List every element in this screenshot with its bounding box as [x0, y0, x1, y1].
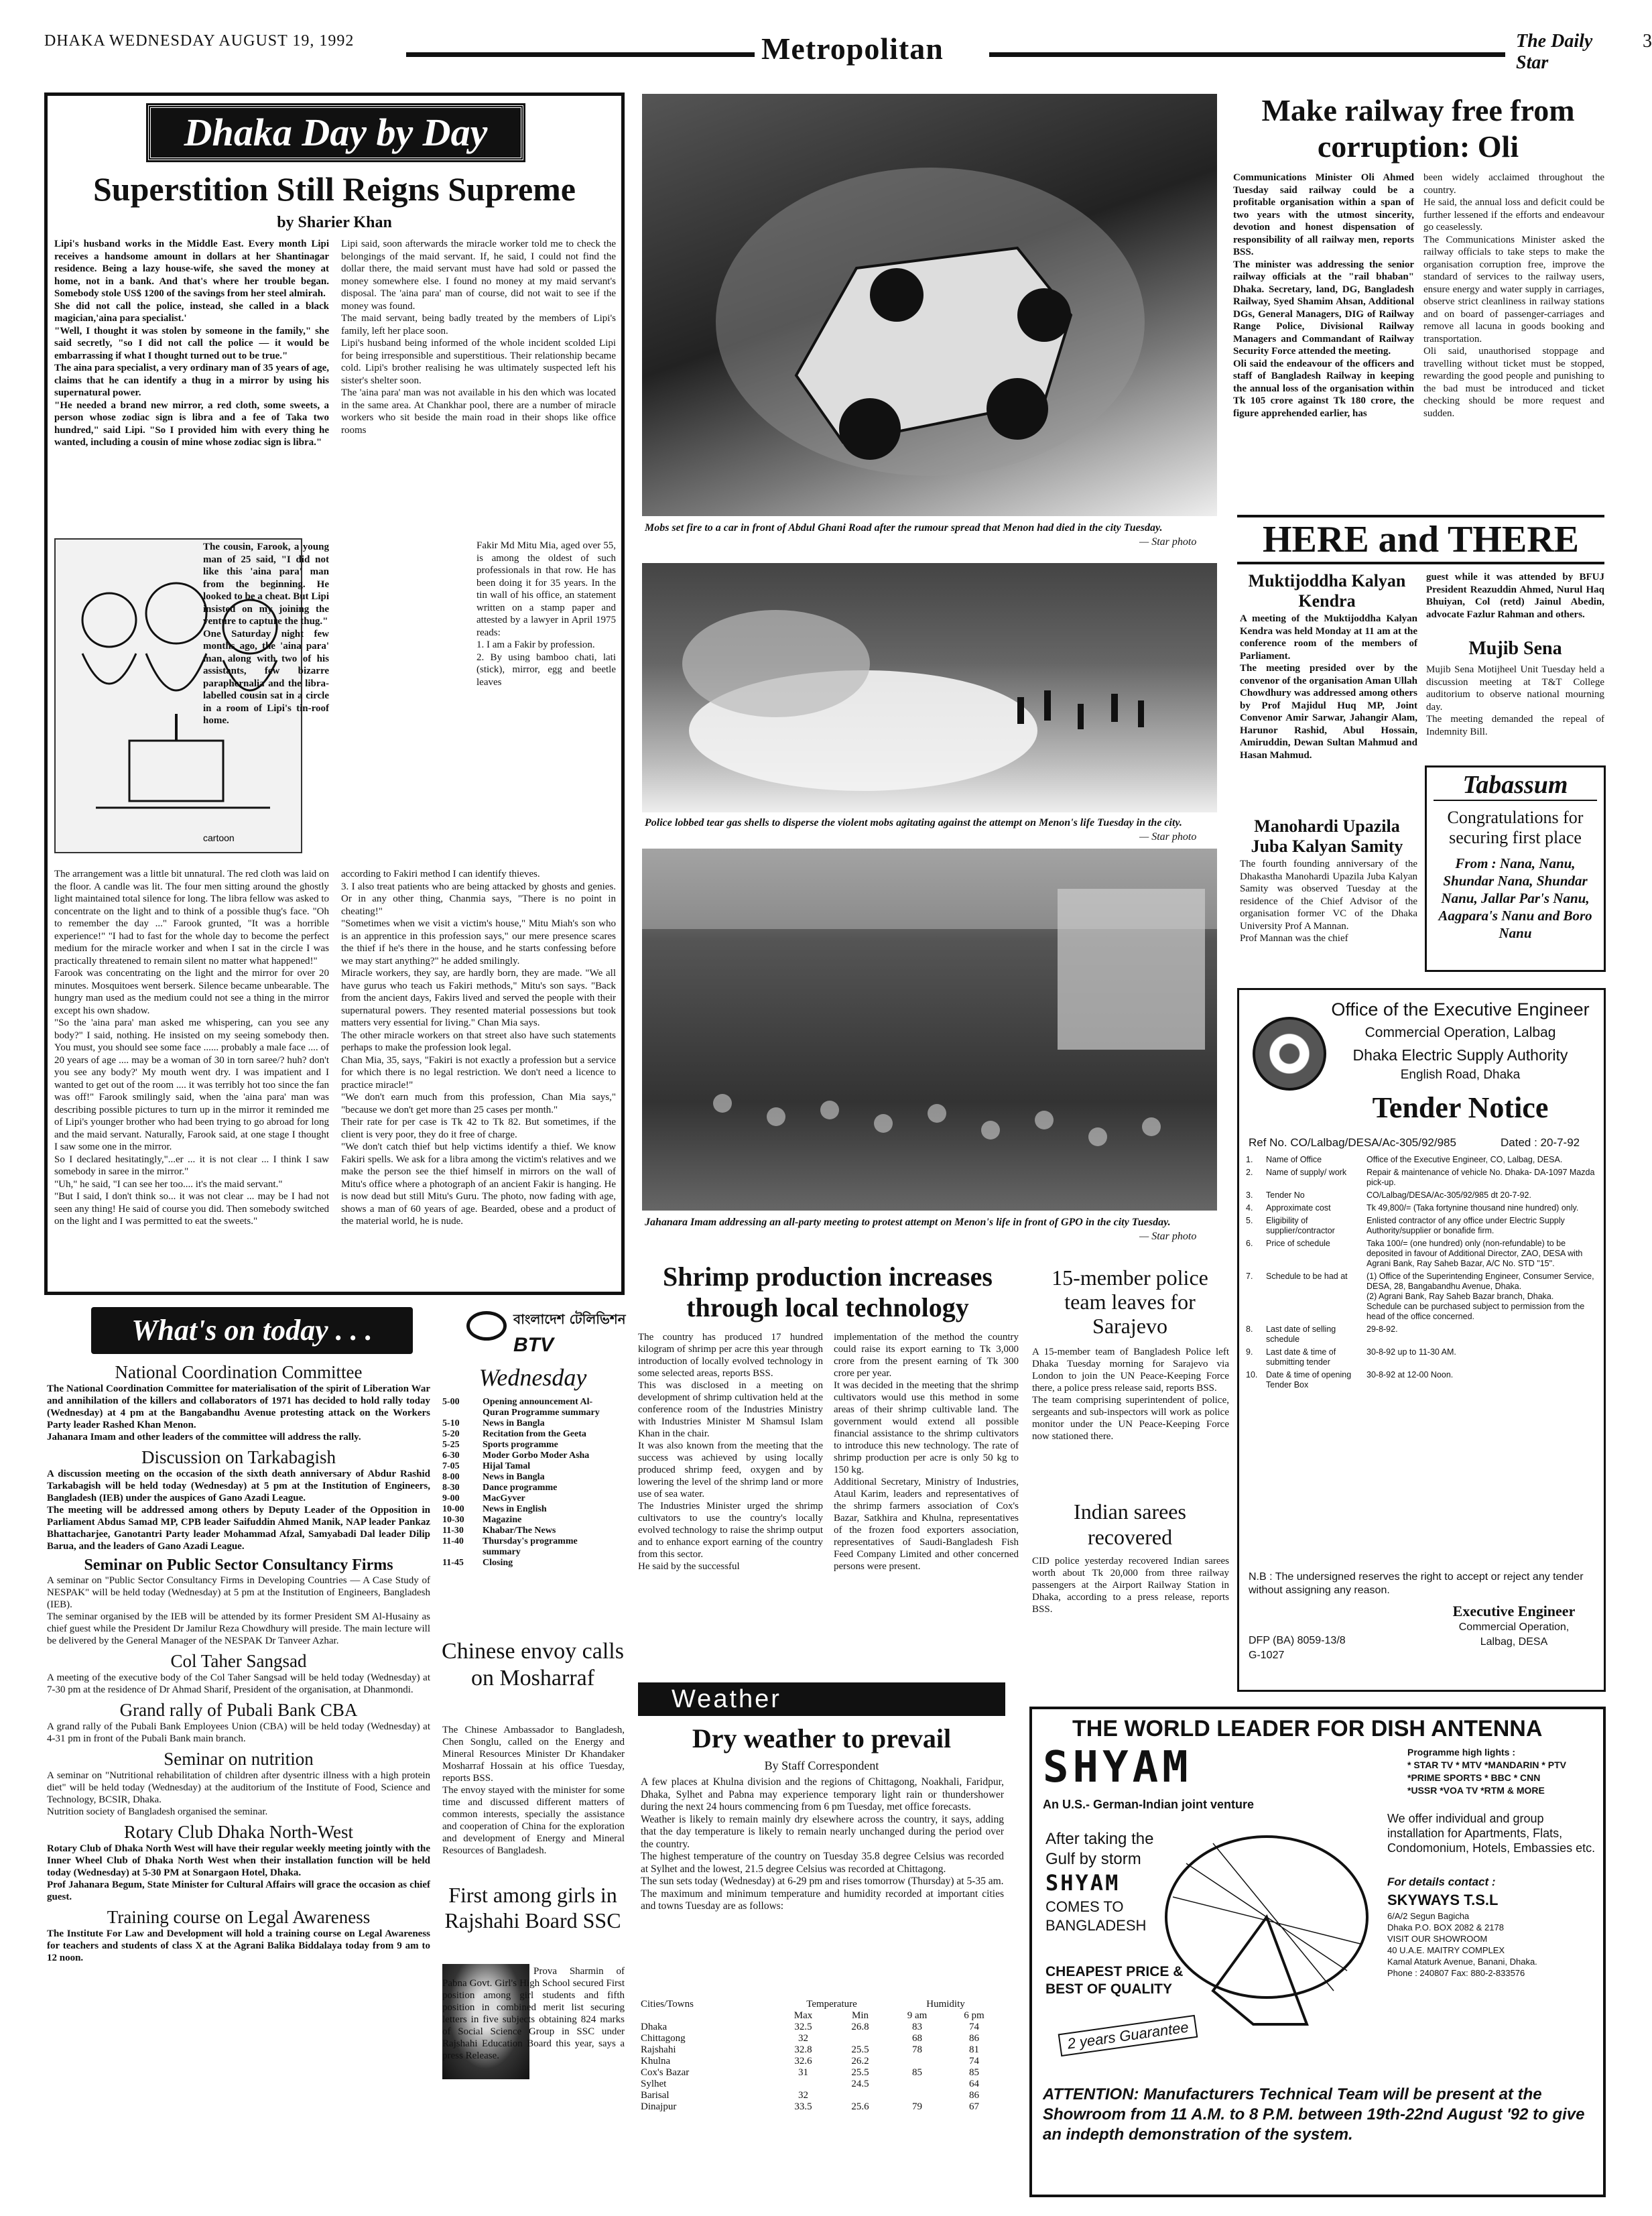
- tender-date: Dated : 20-7-92: [1501, 1136, 1580, 1149]
- ddbd-column-2b: Fakir Md Mitu Mia, aged over 55, is among the oldest of such professionals in that row. He has been doing it for 35 years. In the tin wall of his office, an statement written on a stamp paper and attested by a lawyer in April 1975 reads: 1. I am a Fakir by profession. 2. By using bamboo chati, lati (stick), mirror, egg and beetle leaves: [476, 540, 616, 688]
- today-item: Discussion on Tarkabagish A discussion meeting on the occasion of the sixth death anniversary of Abdur Rashid Tarkabagish will be held today (Wednesday) at 5 pm at the Institution of Engineers, Bangladesh (IEB) under the auspices of Gano Azadi League. The meeting will be addressed among others by Deputy Leader of the Opposition in Parliament Abdus Samad MP, CPB leader Saifuddin Ahmed Manik, NAP leader Pankaz Bhattacharjee, Ganotantri Party leader Mohammad Afzal, Samyabadi Dal leader Dilip Barua, and the leaders of Gano Azadi League.: [47, 1447, 430, 1552]
- section-title: Metropolitan: [761, 32, 944, 66]
- tender-sub-2: Dhaka Electric Supply Authority: [1352, 1046, 1568, 1064]
- girls-text: Prova Sharmin of Pabna Govt. Girl's High School secured First position among girl students and fifth position in combined merit list securing letters in five subjects obtaining 824 marks of Social Science Group in SSC under Rajshahi Education Board this year, says a press Release.: [442, 1966, 625, 2061]
- here-text-3: guest while it was attended by BFUJ President Reazuddin Ahmed, Nurul Haq Bhuiyan, Col (retd) Jainul Abedin, advocate Fazlur Rahman and others.: [1426, 572, 1604, 620]
- ddbd-byline: by Sharier Khan: [277, 214, 392, 231]
- photo-rally: [642, 849, 1217, 1211]
- here-heading-3: Mujib Sena: [1468, 638, 1562, 659]
- here-text-4: Mujib Sena Motijheel Unit Tuesday held a discussion meeting at T&T College auditorium to observe national mourning day. The meeting demanded the repeal of Indemnity Bill.: [1426, 664, 1604, 737]
- railway-headline: Make railway free from corruption: Oli: [1261, 93, 1575, 164]
- btv-bengali: বাংলাদেশ টেলিভিশন: [513, 1311, 626, 1327]
- weather-banner-text: Weather: [672, 1685, 781, 1713]
- dateline: DHAKA WEDNESDAY AUGUST 19, 1992: [44, 32, 355, 50]
- shrimp-column-2: implementation of the method the country could raise its export earning to Tk 3,000 crore from the present earning of Tk 300 crore per year. It was decided in the meeting that the shrimp cultivators would use this method in some areas of their shrimp cultivable land. The government would extend all possible financial assistance to the shrimp cultivators to introduce this new technology. The rate of shrimp production per acre is only 50 kg to 150 kg. Additional Secretary, Ministry of Industries, Ataul Karim, leaders and representatives of the shrimp farmers association of Cox's Bazar, Satkhira and Khulna, representatives of the frozen food exporters association, representatives of Saudi-Bangladesh Fish Feed Company Limited and other concerned persons were present.: [834, 1332, 1019, 1572]
- shyam-top: THE WORLD LEADER FOR DISH ANTENNA: [1072, 1716, 1543, 1741]
- photo3-caption: Jahanara Imam addressing an all-party meeting to protest attempt on Menon's life in front of GPO in the city Tuesday.: [645, 1217, 1171, 1228]
- shrimp-headline: Shrimp production increases through local technology: [663, 1261, 993, 1322]
- ddbd-column-2: Lipi said, soon afterwards the miracle worker told me to check the belongings of the maid servant. If, he said, I could not find the dollar there, the maid servant must have had sold or passed the money somewhere else. I found no money at my maid servant's disposal. The 'aina para' man of course, did not wait to see if the money was found. The maid servant, being badly treated by the members of Lipi's family, left her place soon. Lipi's husband being informed of the whole incident scolded Lipi for being irresponsible and superstitious. Their relationship became cold. Lipi's brother realising he was ultimately suspected left his sister's shelter soon. The 'aina para' man was not available in his den which was located in the same area. At Chankhar pool, there are a number of miracle workers who sit beside the main road in their shops like office rooms: [341, 239, 616, 436]
- today-item: Seminar on Public Sector Consultancy Firms A seminar on "Public Sector Consultancy Firms in Developing Countries — A Case Study of NESPAK" will be held today (Wednesday) at 5 pm at the Institution of Engineers, Bangladesh (IEB). The seminar organised by the IEB will be attended by its former President SM Al-Husainy as chief guest while the President Dr Jamilur Reza Chowdhury will preside. The main lecture will be delivered by the General Manager of the NESPAK Dr Tanveer Azhar.: [47, 1556, 430, 1646]
- svg-text:cartoon: cartoon: [203, 833, 235, 843]
- tender-table: [1246, 1155, 1601, 1393]
- tender-row: 3. Tender No CO/Lalbag/DESA/Ac-305/92/985 dt 20-7-92.: [1246, 1190, 1531, 1200]
- shyam-gulf-5: BANGLADESH: [1045, 1917, 1147, 1934]
- today-item: Col Taher Sangsad A meeting of the executive body of the Col Taher Sangsad will be held today (Wednesday) at 7-30 pm at the residence of Dr Ahmad Sharif, President of the organisation, at Dhanmondi.: [47, 1651, 430, 1695]
- rule-right: [989, 52, 1505, 57]
- weather-row: Sylhet 24.5 64: [641, 2079, 979, 2089]
- today-banner: [91, 1307, 413, 1354]
- weather-row: Dinajpur 33.5 25.6 79 67: [641, 2101, 979, 2112]
- tender-title: Tender Notice: [1372, 1091, 1549, 1124]
- photo1-caption: Mobs set fire to a car in front of Abdul Ghani Road after the rumour spread that Menon had died in the city Tuesday.: [645, 522, 1163, 534]
- weather-col-hum: Humidity: [926, 1999, 965, 2010]
- shyam-cheap-2: BEST OF QUALITY: [1045, 1981, 1172, 1997]
- weather-byline: By Staff Correspondent: [764, 1759, 879, 1772]
- ddbd-column-1b: The cousin, Farook, a young man of 25 said, "I did not like this 'aina para' man from the beginning. He looked to be a cheat. But Lipi insisted on my joining the venture to capture the thug." One Saturday night few months ago, the 'aina para' man along with two of his assistants, few bizarre paraphernalia and the libra-labelled cousin sat in a circle in a room of Lipi's tin-roof home.: [203, 542, 329, 726]
- shyam-addr: 6/A/2 Segun Bagicha Dhaka P.O. BOX 2082 & 2178 VISIT OUR SHOWROOM 40 U.A.E. MAITRY COMPLEX Kamal Ataturk Avenue, Banani, Dhaka. Phone : 240807 Fax: 880-2-833576: [1387, 1911, 1537, 1978]
- photo1-credit: — Star photo: [1139, 536, 1197, 548]
- shyam-guarantee: 2 years Guarantee: [1058, 2015, 1198, 2056]
- tender-sign-3: Lalbag, DESA: [1480, 1636, 1548, 1648]
- tender-sign-2: Commercial Operation,: [1458, 1621, 1570, 1633]
- tear-gas-image-icon: [642, 563, 1217, 812]
- weather-row: Dhaka 32.5 26.8 83 74: [641, 2022, 979, 2032]
- girls-headline: First among girls in Rajshahi Board SSC: [444, 1883, 621, 1932]
- btv-logo-text: BTV: [513, 1334, 554, 1356]
- paper-name: The Daily Star: [1516, 31, 1593, 73]
- weather-row: Cox's Bazar 31 25.5 85 85: [641, 2067, 979, 2078]
- tender-row: 4. Approximate cost Tk 49,800/= (Taka fortynine thousand nine hundred) only.: [1246, 1203, 1579, 1213]
- tender-row: 1. Name of Office Office of the Executive Engineer, CO, Lalbag, DESA.: [1246, 1155, 1563, 1164]
- tender-ref: Ref No. CO/Lalbag/DESA/Ac-305/92/985: [1249, 1136, 1456, 1149]
- today-item: Seminar on nutrition A seminar on "Nutritional rehabilitation of children after dysentric illness with a high protein diet" will be held today (Wednesday) at the auditorium of the Institute of Food, Science and Technology, BCSIR, Dhaka. Nutrition society of Bangladesh organised the seminar.: [47, 1749, 430, 1817]
- btv-rows: 5-00 Opening announcement Al-Quran Programme summary 5-10 News in Bangla 5-20 Recitation from the Geeta 5-25 Sports programme 6-30 Moder Gorbo Moder Asha 7-05 Hijal Tamal 8-00 News in Bangla 8-30 Dance programme 9-00 MacGyver 10-00 News in English 10-30 Magazine 11-30 Khabar/The News 11-40 Thursday's programme summary 11-45 Closing: [442, 1397, 600, 1568]
- weather-col-temp: Temperature: [806, 1999, 857, 2010]
- tender-row: 6. Price of schedule Taka 100/= (one hundred) only (non-refundable) to be deposited in favour of Additional Director, ZAO, DESA with Agrani Bank, Ray Saheb Bazar, A/C No. STD "15".: [1246, 1239, 1583, 1268]
- today-item: Training course on Legal Awareness The Institute For Law and Development will hold a training course on Legal Awareness for teachers and students of class X at the Agrani Balika Biddalaya today from 9 am to 12 noon.: [47, 1907, 430, 1963]
- ddbd-column-1c: The arrangement was a little bit unnatural. The red cloth was laid on the floor. A candle was lit. The four men sitting around the ghostly light maintained total silence for long. The libra fellow was asked to concentrate on the light and to think of a possible thug's face. "Oh to remember the day ..." Farook grunted, "It was a horrible experience!" "I had to fast for the whole day to become the perfect medium for the miracle worker and when I sat in the circle I was practically threatened to remain silent no matter what happened!" Farook was concentrating on the light and the mirror for over 20 minutes. Mosquitoes went berserk. Silence became unbearable. The hungry man used as the medium could not see a thing in the mirror except his own shadow. "So the 'aina para' man asked me whispering, can you see any body?" I said, nothing. He insisted on my seeing somebody then. You must, you should see some face ...... probably a male face .... of 20 years of age .... may be a woman of 30 in torn saree/? huh? don't you see any body?' My mouth went dry. I was impatient and I wanted to get out of the room .... it was terribly hot too since the fan was off!" Farook smilingly said, when the 'aina para' man was describing possible pictures to turn up in the mirror it reminded me of Lipi's younger brother who had been trying to go abroad for long and the maid servant. Naturally, Farook said, at one stage I thought I saw some one in the mirror. So I declared hesitatingly,"...er ... it is not clear ... I think I saw somebody in saree in the mirror." "Uh," he said, "I can see her too.... it's the maid servant." "But I said, I don't think so... it was not clear ... may be I had not seen any thing! He said of course you did. Then somebody switched on the light and I was permitted to eat the sweets.": [54, 869, 330, 1227]
- railway-column-1: Communications Minister Oli Ahmed Tuesday said railway could be a profitable organisation within a span of two years with the utmost sincerity, devotion and honest dispensation of responsibility of all railway men, reports BSS. The minister was addressing the senior railway officials at the "rail bhaban" Dhaka. Secretary, land, DG, Bangladesh Railway, Syed Shamim Ahsan, Additional DGs, General Managers, DIG of Railway Range Police, Divisional Railway Managers and Commandant of Railway Security Force attended the meeting. Oli said the endeavour of the officers and staff of Bangladesh Railway in keeping the annual loss of the organisation within Tk 105 crore against Tk 180 crore, the figure apprehended earlier, has: [1233, 172, 1414, 419]
- tabassum-ad: [1425, 765, 1606, 972]
- tender-g: G-1027: [1249, 1650, 1285, 1661]
- ddbd-column-2c: according to Fakiri method I can identify thieves. 3. I also treat patients who are being attacked by ghosts and genies. Or in any other thing, Chanmia says, "There is no point in cheating!" "Sometimes when we visit a victim's house," Mitu Miah's son who is an apprentice in this profession says," our mere presence scares the thief if he's there in the house, and he starts confessing before we may start anything?" he added smilingly. Miracle workers, they say, are hardly born, they are made. "We all have gurus who teach us Fakiri methods," Mitu's son says. "Back from the ancient days, Fakirs lived and served the people with their supernatural powers. They resented material possessions but took matters very essential for living." Chan Mia says. The other miracle workers on that street also have such statements perhaps to make the profession look legal. Chan Mia, 35, says, "Fakiri is not exactly a profession but a service for which there is no legal restriction. We don't need a licence to practice miracle!" "We don't earn much from this profession, Chan Mia says," "because we don't get more than 25 cases per month." Their rate for per case is Tk 42 to Tk 82. But sometimes, if the client is very poor, they do it free of charge. "We don't catch thief but help victims identify a thief. We know Fakiri spells. We ask for a libra among the victim's relatives and we make the person see the thief himself in mirrors on the wall of Mitu's office where a photograph of an ancient Fakir is hanging. He is now dead but still Mitu's Guru. The photo, now fading with age, shows a man of 60 years of age. Bearded, obese and a product of the material world, he is nude.: [341, 869, 616, 1227]
- shyam-gulf-3: SHYAM: [1045, 1870, 1121, 1896]
- tabassum-name: Tabassum: [1434, 770, 1597, 801]
- weather-row: Rajshahi 32.8 25.5 78 81: [641, 2044, 979, 2055]
- tender-row: 2. Name of supply/ work Repair & maintenance of vehicle No. Dhaka- DA-1097 Mazda pick-up.: [1246, 1168, 1595, 1187]
- envoy-text: The Chinese Ambassador to Bangladesh, Chen Songlu, called on the Energy and Mineral Resources Minister Dr Khandaker Mosharraf Hossain at his office Tuesday, reports BSS. The envoy stayed with the minister for some time and discussed different matters of common interests, specially the assistance and cooperation of China for the exploration and development of Energy and Mineral Resources of Bangladesh.: [442, 1725, 625, 1856]
- shyam-attention: ATTENTION: Manufacturers Technical Team will be present at the Showroom from 11 A.M. to 8 P.M. between 19th-22nd August '92 to give an indepth demonstration of the system.: [1043, 2085, 1585, 2144]
- tender-row: 5. Eligibility of supplier/contractor Enlisted contractor of any office under Electric Supply Authority/supplier or bonafide firm.: [1246, 1216, 1565, 1235]
- weather-row: Chittagong 32 68 86: [641, 2033, 979, 2044]
- shyam-cheap-1: CHEAPEST PRICE &: [1045, 1964, 1184, 1979]
- ddbd-banner-text: Dhaka Day by Day: [184, 111, 488, 154]
- photo3-credit: — Star photo: [1139, 1231, 1197, 1242]
- tender-row: 10. Date & time of opening Tender Box 30-8-92 at 12-00 Noon.: [1246, 1370, 1454, 1390]
- today-banner-text: What's on today . . .: [131, 1314, 373, 1347]
- burning-car-image-icon: [642, 94, 1217, 516]
- ddbd-banner: [148, 105, 523, 160]
- crowd-rally-image-icon: [642, 849, 1217, 1211]
- weather-row: Khulna 32.6 26.2 74: [641, 2056, 979, 2067]
- shyam-gulf-4: COMES TO: [1045, 1898, 1124, 1915]
- tabassum-from: From : Nana, Nanu, Shundar Nana, Shundar Nanu, Jallar Par's Nanu, Aagpara's Nanu and Boro Nanu: [1438, 855, 1592, 941]
- btv-schedule: [440, 1308, 626, 1684]
- tender-nb: N.B : The undersigned reserves the right to accept or reject any tender without assigning any reason.: [1249, 1571, 1584, 1596]
- here-text-1: A meeting of the Muktijoddha Kalyan Kendra was held Monday at 11 am at the conference room of the members of Parliament. The meeting presided over by the convenor of the organisation Aman Ullah Chowdhury was addressed among others by Prof Majidul Huq MP, Joint Convenor Amir Sarwar, Jahangir Alam, Harunor Rashid, Abul Hossain, Amiruddin, Dewan Sultan Mahmud and Hasan Mahmud.: [1240, 613, 1417, 761]
- tender-sign-1: Executive Engineer: [1452, 1603, 1576, 1619]
- shyam-prog-h: Programme high lights :: [1407, 1747, 1516, 1758]
- tender-notice: [1237, 988, 1606, 1692]
- shrimp-column-1: The country has produced 17 hundred kilogram of shrimp per acre this year through introduction of locally evolved technology in some selected areas, reports BSS. This was disclosed in a meeting on development of shrimp cultivation held at the conference room of the Industries Ministry with Industries Minister M Shamsul Islam Khan in the chair. It was also known from the meeting that the success was achieved by using locally produced shrimp feed, oxygen and by lowering the level of the shrimp land or more use of sea water. The Industries Minister urged the shrimp cultivators to use the country's locally evolved technology to raise the shrimp output and to enhance export earning of the country from this sector. He said by the successful: [638, 1332, 823, 1572]
- weather-row: Barisal 32 86: [641, 2090, 979, 2101]
- satellite-dish-icon: [1133, 1823, 1374, 2038]
- here-heading-2: Manohardi Upazila Juba Kalyan Samity: [1251, 816, 1403, 856]
- here-and-there-banner: HERE and THERE: [1237, 515, 1604, 564]
- here-text-2: The fourth founding anniversary of the Dhakastha Manohardi Upazila Juba Kalyan Samity was observed Tuesday at the residence of the Chief Advisor of the organisation former VC of the Dhaka University Prof A Mannan. Prof Mannan was the chief: [1240, 859, 1417, 944]
- photo2-caption: Police lobbed tear gas shells to disperse the violent mobs agitating against the attempt on Menon's life Tuesday in the city.: [645, 817, 1182, 828]
- shyam-sub: An U.S.- German-Indian joint venture: [1043, 1798, 1255, 1811]
- envoy-headline: Chinese envoy calls on Mosharraf: [442, 1639, 624, 1690]
- tender-sub-1: Commercial Operation, Lalbag: [1364, 1025, 1556, 1040]
- weather-headline: Dry weather to prevail: [692, 1723, 952, 1753]
- rule-left: [406, 52, 755, 57]
- weather-col-city: Cities/Towns: [641, 1999, 694, 2010]
- shyam-offer: We offer individual and group installation for Apartments, Flats, Condomonium, Hotels, Embassies etc.: [1387, 1812, 1596, 1855]
- police-text: A 15-member team of Bangladesh Police left Dhaka Tuesday morning for Sarajevo via London to join the UN Peace-Keeping Force there, a police press release said, reports BSS. The team comprising superintendent of police, sergeants and sub-inspectors will work as police monitor under the UN Peace-Keeping Force now stationed there.: [1032, 1347, 1229, 1442]
- masthead: [44, 29, 1652, 84]
- photo-burning-car: [642, 94, 1217, 516]
- weather-text: A few places at Khulna division and the regions of Chittagong, Noakhali, Faridpur, Dhaka, Sylhet and Pabna may experience temporary light rain or thundershower during the next 24 hours commencing from 6 pm Tuesday, met office forecasts. Weather is likely to remain mainly dry elsewhere across the country, it says, adding that the day temperature is likely to remain nearly unchanged during the period over the country. The highest temperature of the country on Tuesday 35.8 degree Celsius was recorded at Sylhet and the lowest, 21.5 degree Celsius was recorded at Chittagong. The sun sets today (Wednesday) at 6-29 pm and rises tomorrow (Thursday) at 5-35 am. The maximum and minimum temperature and humidity recorded at important cities and towns Tuesday are as follows:: [641, 1776, 1004, 1912]
- page-number: 3: [1643, 31, 1652, 52]
- today-item: National Coordination Committee The National Coordination Committee for materialisation of the spirit of Liberation War and annihilation of the killers and collaborators of 1971 has decided to hold rally today (Wednesday) at 4 pm at the Bangabandhu Avenue protesting attack on the Workers Party leader Rashed Khan Menon. Jahanara Imam and other leaders of the committee will address the rally.: [47, 1362, 430, 1442]
- today-item: Grand rally of Pubali Bank CBA A grand rally of the Pubali Bank Employees Union (CBA) will be held today (Wednesday) at 4-31 pm in front of the Pubali Bank main branch.: [47, 1700, 430, 1744]
- tabassum-line: Congratulations for securing first place: [1447, 808, 1584, 847]
- today-item: Rotary Club Dhaka North-West Rotary Club of Dhaka North West will have their regular weekly meeting jointly with the Inner Wheel Club of Dhaka North West when their installation function will be held today (Wednesday) at 5-30 PM at Sonargaon Hotel, Dhaka. Prof Jahanara Begum, State Minister for Cultural Affairs will grace the occasion as chief guest.: [47, 1822, 430, 1902]
- shyam-gulf-1: After taking the: [1045, 1830, 1154, 1848]
- tender-row: 8. Last date of selling schedule 29-8-92.: [1246, 1325, 1398, 1344]
- tender-dfp: DFP (BA) 8059-13/8: [1249, 1635, 1346, 1646]
- photo-tear-gas: [642, 563, 1217, 812]
- tender-row: 7. Schedule to be had at (1) Office of the Superintending Engineer, Consumer Service, DESA, 28, Bangabandhu Avenue, Dhaka. (2) Agrani Bank, Ray Saheb Bazar branch, Dhaka. Schedule can be purchased subject to permission from the head of the office concerned.: [1246, 1272, 1594, 1321]
- ddbd-headline: Superstition Still Reigns Supreme: [93, 170, 576, 208]
- desa-seal-icon: [1253, 1017, 1326, 1091]
- weather-banner: [638, 1682, 1005, 1716]
- photo2-credit: — Star photo: [1139, 831, 1197, 843]
- here-heading-1: Muktijoddha Kalyan Kendra: [1248, 571, 1406, 611]
- tender-sub-3: English Road, Dhaka: [1400, 1068, 1521, 1082]
- sarees-text: CID police yesterday recovered Indian sarees worth about Tk 20,000 from three railway passengers at the Airport Railway Station in Dhaka, according to a press release, reports BSS.: [1032, 1556, 1229, 1615]
- police-headline: 15-member police team leaves for Sarajevo: [1052, 1266, 1208, 1338]
- shyam-ad: [1029, 1707, 1606, 2197]
- shyam-details: For details contact :: [1387, 1875, 1496, 1888]
- dhaka-day-by-day-box: [44, 93, 625, 1295]
- whats-on-today: [44, 1307, 433, 2199]
- today-list: [47, 1362, 430, 1964]
- tender-row: 9. Last date & time of submitting tender 30-8-92 up to 11-30 AM.: [1246, 1347, 1456, 1367]
- shyam-brand: SHYAM: [1043, 1743, 1192, 1792]
- railway-column-2: been widely acclaimed throughout the country. He said, the annual loss and deficit could be further lessened if the efforts and endeavour go ceaselessly. The Communications Minister asked the railway officials to take steps to make the organisation corruption free, improve the standard of services to the railway users, ensure energy and water supply in carriages, observe strict cleanliness in railway stations and on board of passenger-carriages and remove all lacuna in goods booking and transportation. Oli said, unauthorised stoppage and travelling without ticket must be stopped, rewarding the good people and punishing to the bad must be introduced and ticket checking should be more request and sudden.: [1423, 172, 1604, 419]
- btv-day: Wednesday: [479, 1364, 587, 1391]
- btv-logo-icon: [466, 1311, 507, 1341]
- shyam-company: SKYWAYS T.S.L: [1387, 1892, 1499, 1908]
- shyam-prog: * STAR TV * MTV *MANDARIN * PTV *PRIME SPORTS * BBC * CNN *USSR *VOA TV *RTM & MORE: [1407, 1760, 1566, 1796]
- weather-table: Cities/Towns Temperature Humidity Max Min 9 am 6 pm Dhaka 32.5 26.8 83 74 Chittagong 32 68 86 Rajshahi 32.8 25.5 78 81 Khulna 32.6 26.2 74 Cox's Bazar 31 25.5 85 85 Sylhet 24.5 64 Barisal 32 86 Dinajpur 33.5 25.6 79 67: [641, 1999, 1003, 2113]
- sarees-headline: Indian sarees recovered: [1074, 1499, 1186, 1549]
- ddbd-column-1: Lipi's husband works in the Middle East. Every month Lipi receives a handsome amount in dollars at her Shantinagar residence. Being a lazy house-wife, she saved the money at home, not in a bank. And that's where her trouble began. Somebody stole US$ 1200 of the savings from her steel almirah. She did not call the police, instead, she called in a black magician,'aina para specialist.' "Well, I thought it was stolen by someone in the family," she said secretly, "so I did not call the police — it would be embarrassing if what I thought turned out to be true." The aina para specialist, a very ordinary man of 35 years of age, claims that he can identify a thug in a mirror by using his supernatural power. "He needed a brand new mirror, a red cloth, some sweets, a person whose zodiac sign is libra and a fee of Taka two hundred," said Lipi. "So I provided him with every thing he wanted, including a cousin of mine whose zodiac sign is libra.": [54, 239, 329, 448]
- shyam-gulf-2: Gulf by storm: [1045, 1850, 1141, 1868]
- tender-office: Office of the Executive Engineer: [1331, 999, 1590, 1020]
